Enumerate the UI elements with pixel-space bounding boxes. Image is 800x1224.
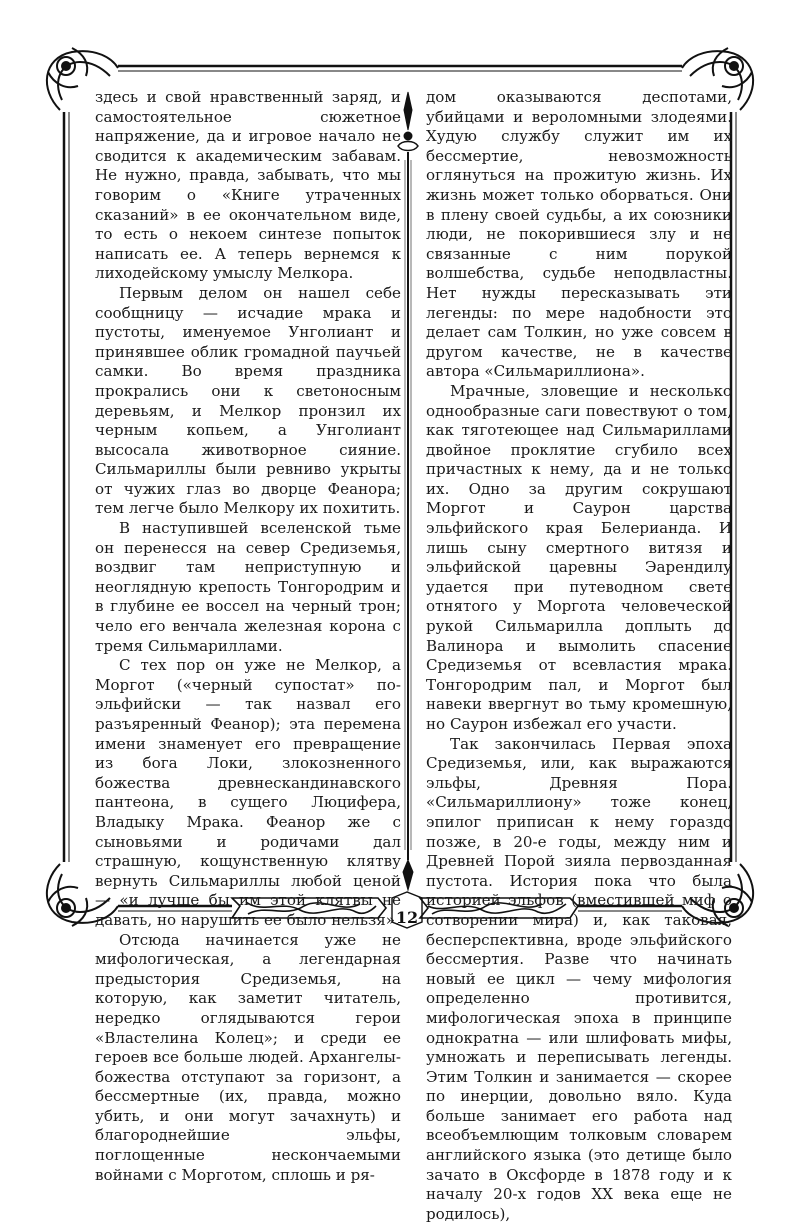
left-text-column	[95, 88, 401, 1185]
paragraph: В наступившей вселенской тьме он перенесся на север Средиземья, воздвиг там неприступную и неоглядную крепость Тонгородрим и в глубине ее воссел на черный трон; чело его венчала железная корона с тремя Сильмариллами.	[95, 519, 401, 655]
paragraph: Первым делом он нашел себе сообщницу — исчадие мрака и пустоты, именуемое Унголиант и принявшее облик громадной паучьей самки. Во время праздника прокрались они к светоносным деревьям, и Мелкор пронзил их черным копьем, а Унголиант высосала животворное сияние. Сильмариллы были ревниво укрыты от чужих глаз во дворце Феанора; тем легче было Мелкору их похитить.	[95, 283, 401, 518]
paragraph: дом оказываются деспотами, убийцами и вероломными злодеями. Худую службу служит им их бессмертие, невозможность оглянуться на прожитую жизнь. Их жизнь может только оборваться. Они в плену своей судьбы, а их союзники люди, не покорившиеся злу и не связанные с ним порукой волшебства, судьбе неподвластны. Нет нужды пересказывать эти легенды: по мере надобности это делает сам Толкин, но уже совсем в другом качестве, не в качестве автора «Сильмариллиона».	[426, 88, 732, 381]
paragraph: Мрачные, зловещие и несколько однообразные саги повествуют о том, как тяготеющее над Сильмариллами двойное проклятие сгубило всех причастных к нему, да и не только их. Одно за другим сокрушают Моргот и Саурон царства эльфийского края Белерианда. И лишь сыну смертного витязя и эльфийской царевны Эарендилу удается при путеводном свете отнятого у Моргота человеческой рукой Сильмарилла доплыть до Валинора и вымолить спасение Средиземья от всевластия мрака. Тонгородрим пал, и Моргот был навеки ввергнут во тьму кромешную, но Саурон избежал его участи.	[426, 381, 732, 733]
page-number: 12	[395, 908, 419, 927]
paragraph: С тех пор он уже не Мелкор, а Моргот («черный супостат» по-эльфийски — так назвал его разъяренный Феанор); эта перемена имени знаменует его превращение из бога Локи, злокозненного божества древнескандинавского пантеона, в сущего Люцифера, Владыку Мрака. Феанор же с сыновьями и родичами дал страшную, кощунственную клятву вернуть Сильмариллы любой ценой — «и лучше бы им этой клятвы не давать, но нарушить ее было нельзя».	[95, 656, 401, 929]
column-divider-ornament	[398, 92, 418, 890]
right-text-column	[426, 88, 732, 1224]
paragraph: Отсюда начинается уже не мифологическая, а легендарная предыстория Средиземья, на которую, как заметит читатель, нередко оглядываются герои «Властелина Колец»; и среди ее героев все больше людей. Архангелы-божества отступают за горизонт, а бессмертные (их, правда, можно убить, и они могут зачахнуть) и благороднейшие эльфы, поглощенные нескончаемыми войнами с Морготом, сплошь и ря-	[95, 930, 401, 1184]
paragraph: здесь и свой нравственный заряд, и самостоятельное сюжетное напряжение, да и игровое начало не сводится к академическим забавам. Не нужно, правда, забывать, что мы говорим о «Книге утраченных сказаний» в ее окончательном виде, то есть о некоем синтезе попыток написать ее. А теперь вернемся к лиходейскому умыслу Мелкора.	[95, 88, 401, 283]
paragraph: Так закончилась Первая эпоха Средиземья, или, как выражаются эльфы, Древняя Пора. «Сильмариллиону» тоже конец, эпилог приписан к нему гораздо позже, в 20-е годы, между ним и Древней Порой зияла первозданная пустота. История пока что была историей эльфов (вместившей миф о сотворении мира) и, как таковая, бесперспективна, вроде эльфийского бессмертия. Разве что начинать новый ее цикл — чему мифология определенно противится, мифологическая эпоха в принципе однократна — или шлифовать мифы, умножать и переписывать легенды. Этим Толкин и занимается — скорее по инерции, довольно вяло. Куда больше занимает его работа над всеобъемлющим толковым словарем английского языка (это детище было зачато в Оксфорде в 1878 году и к началу 20-х годов XX века еще не родилось),	[426, 734, 732, 1223]
